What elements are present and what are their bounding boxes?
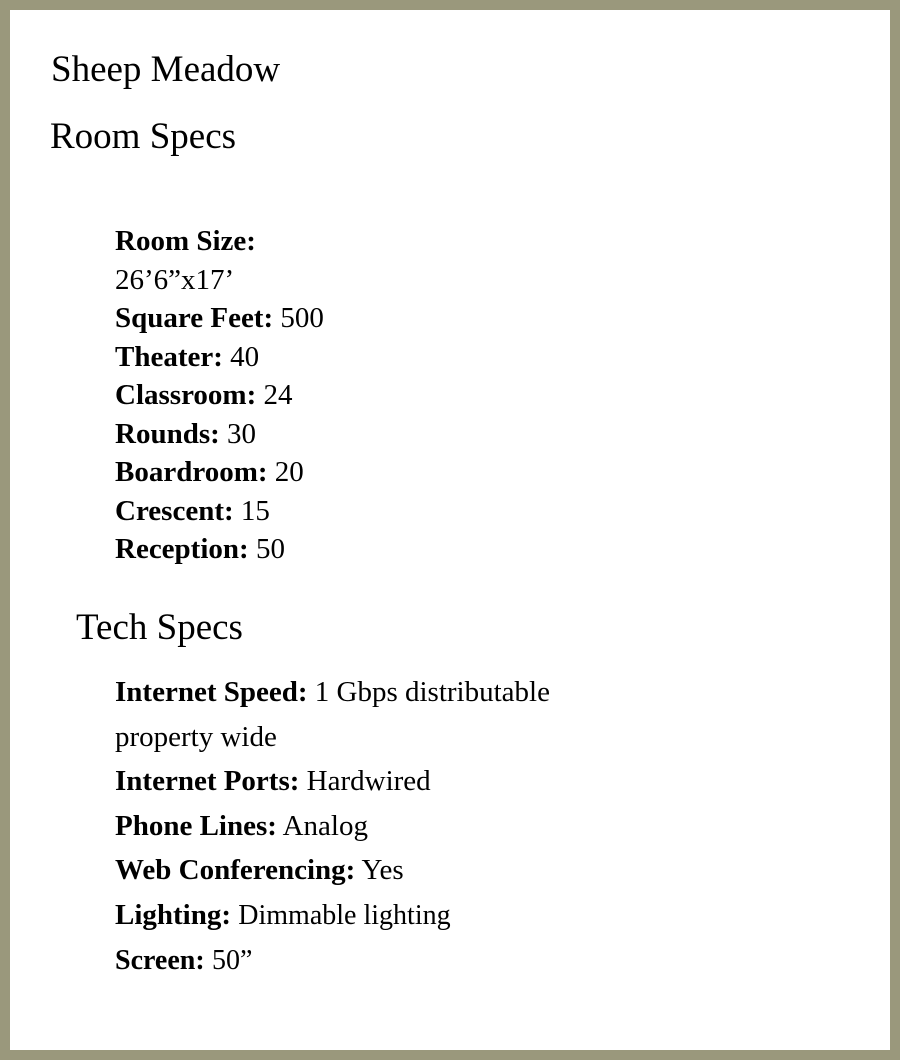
- phone-lines-label: Phone Lines:: [115, 809, 277, 842]
- internet-speed-value-continuation: property wide: [115, 720, 277, 753]
- room-size-label: Room Size:: [115, 225, 256, 257]
- phone-lines-value: Analog: [282, 809, 368, 842]
- square-feet-value: 500: [280, 302, 324, 334]
- lighting-row: [115, 893, 635, 939]
- internet-speed-value: 1 Gbps distributable: [314, 676, 550, 708]
- reception-label: Reception:: [115, 533, 249, 565]
- room-specs-list: [115, 222, 715, 569]
- square-feet-label: Square Feet:: [115, 302, 274, 334]
- classroom-row: [115, 376, 715, 415]
- screen-value: 50”: [211, 945, 253, 976]
- theater-label: Theater:: [115, 340, 223, 373]
- web-conferencing-label: Web Conferencing:: [115, 854, 356, 886]
- classroom-label: Classroom:: [115, 379, 257, 411]
- internet-ports-label: Internet Ports:: [115, 765, 300, 797]
- rounds-value: 30: [227, 417, 257, 450]
- lighting-value: Dimmable lighting: [238, 899, 451, 931]
- boardroom-label: Boardroom:: [115, 456, 268, 488]
- screen-label: Screen:: [115, 945, 205, 976]
- room-size-value-row: [115, 261, 715, 300]
- boardroom-value: 20: [274, 456, 304, 488]
- phone-lines-row: [115, 804, 635, 849]
- reception-value: 50: [255, 533, 285, 565]
- room-specs-heading: Room Specs: [50, 116, 237, 157]
- web-conferencing-row: [115, 848, 635, 893]
- lighting-label: Lighting:: [115, 898, 232, 931]
- internet-ports-value: Hardwired: [306, 765, 431, 797]
- internet-speed-row: [115, 670, 635, 715]
- rounds-row: [115, 415, 715, 454]
- theater-row: [115, 338, 715, 377]
- room-size-row: [115, 222, 715, 261]
- internet-speed-continuation-row: [115, 715, 635, 760]
- internet-ports-row: [115, 759, 635, 804]
- theater-value: 40: [230, 340, 260, 373]
- crescent-row: [115, 492, 715, 531]
- venue-title: Sheep Meadow: [51, 49, 281, 90]
- classroom-value: 24: [263, 379, 293, 411]
- crescent-value: 15: [240, 494, 270, 527]
- crescent-label: Crescent:: [115, 494, 234, 527]
- internet-speed-label: Internet Speed:: [115, 676, 308, 708]
- reception-row: [115, 530, 715, 569]
- room-size-value: 26’6”x17’: [115, 263, 235, 296]
- tech-specs-heading: Tech Specs: [76, 607, 243, 648]
- square-feet-row: [115, 299, 715, 338]
- rounds-label: Rounds:: [115, 417, 220, 450]
- web-conferencing-value: Yes: [361, 854, 404, 886]
- tech-specs-list: [115, 670, 635, 984]
- boardroom-row: [115, 453, 715, 492]
- screen-row: [115, 938, 635, 984]
